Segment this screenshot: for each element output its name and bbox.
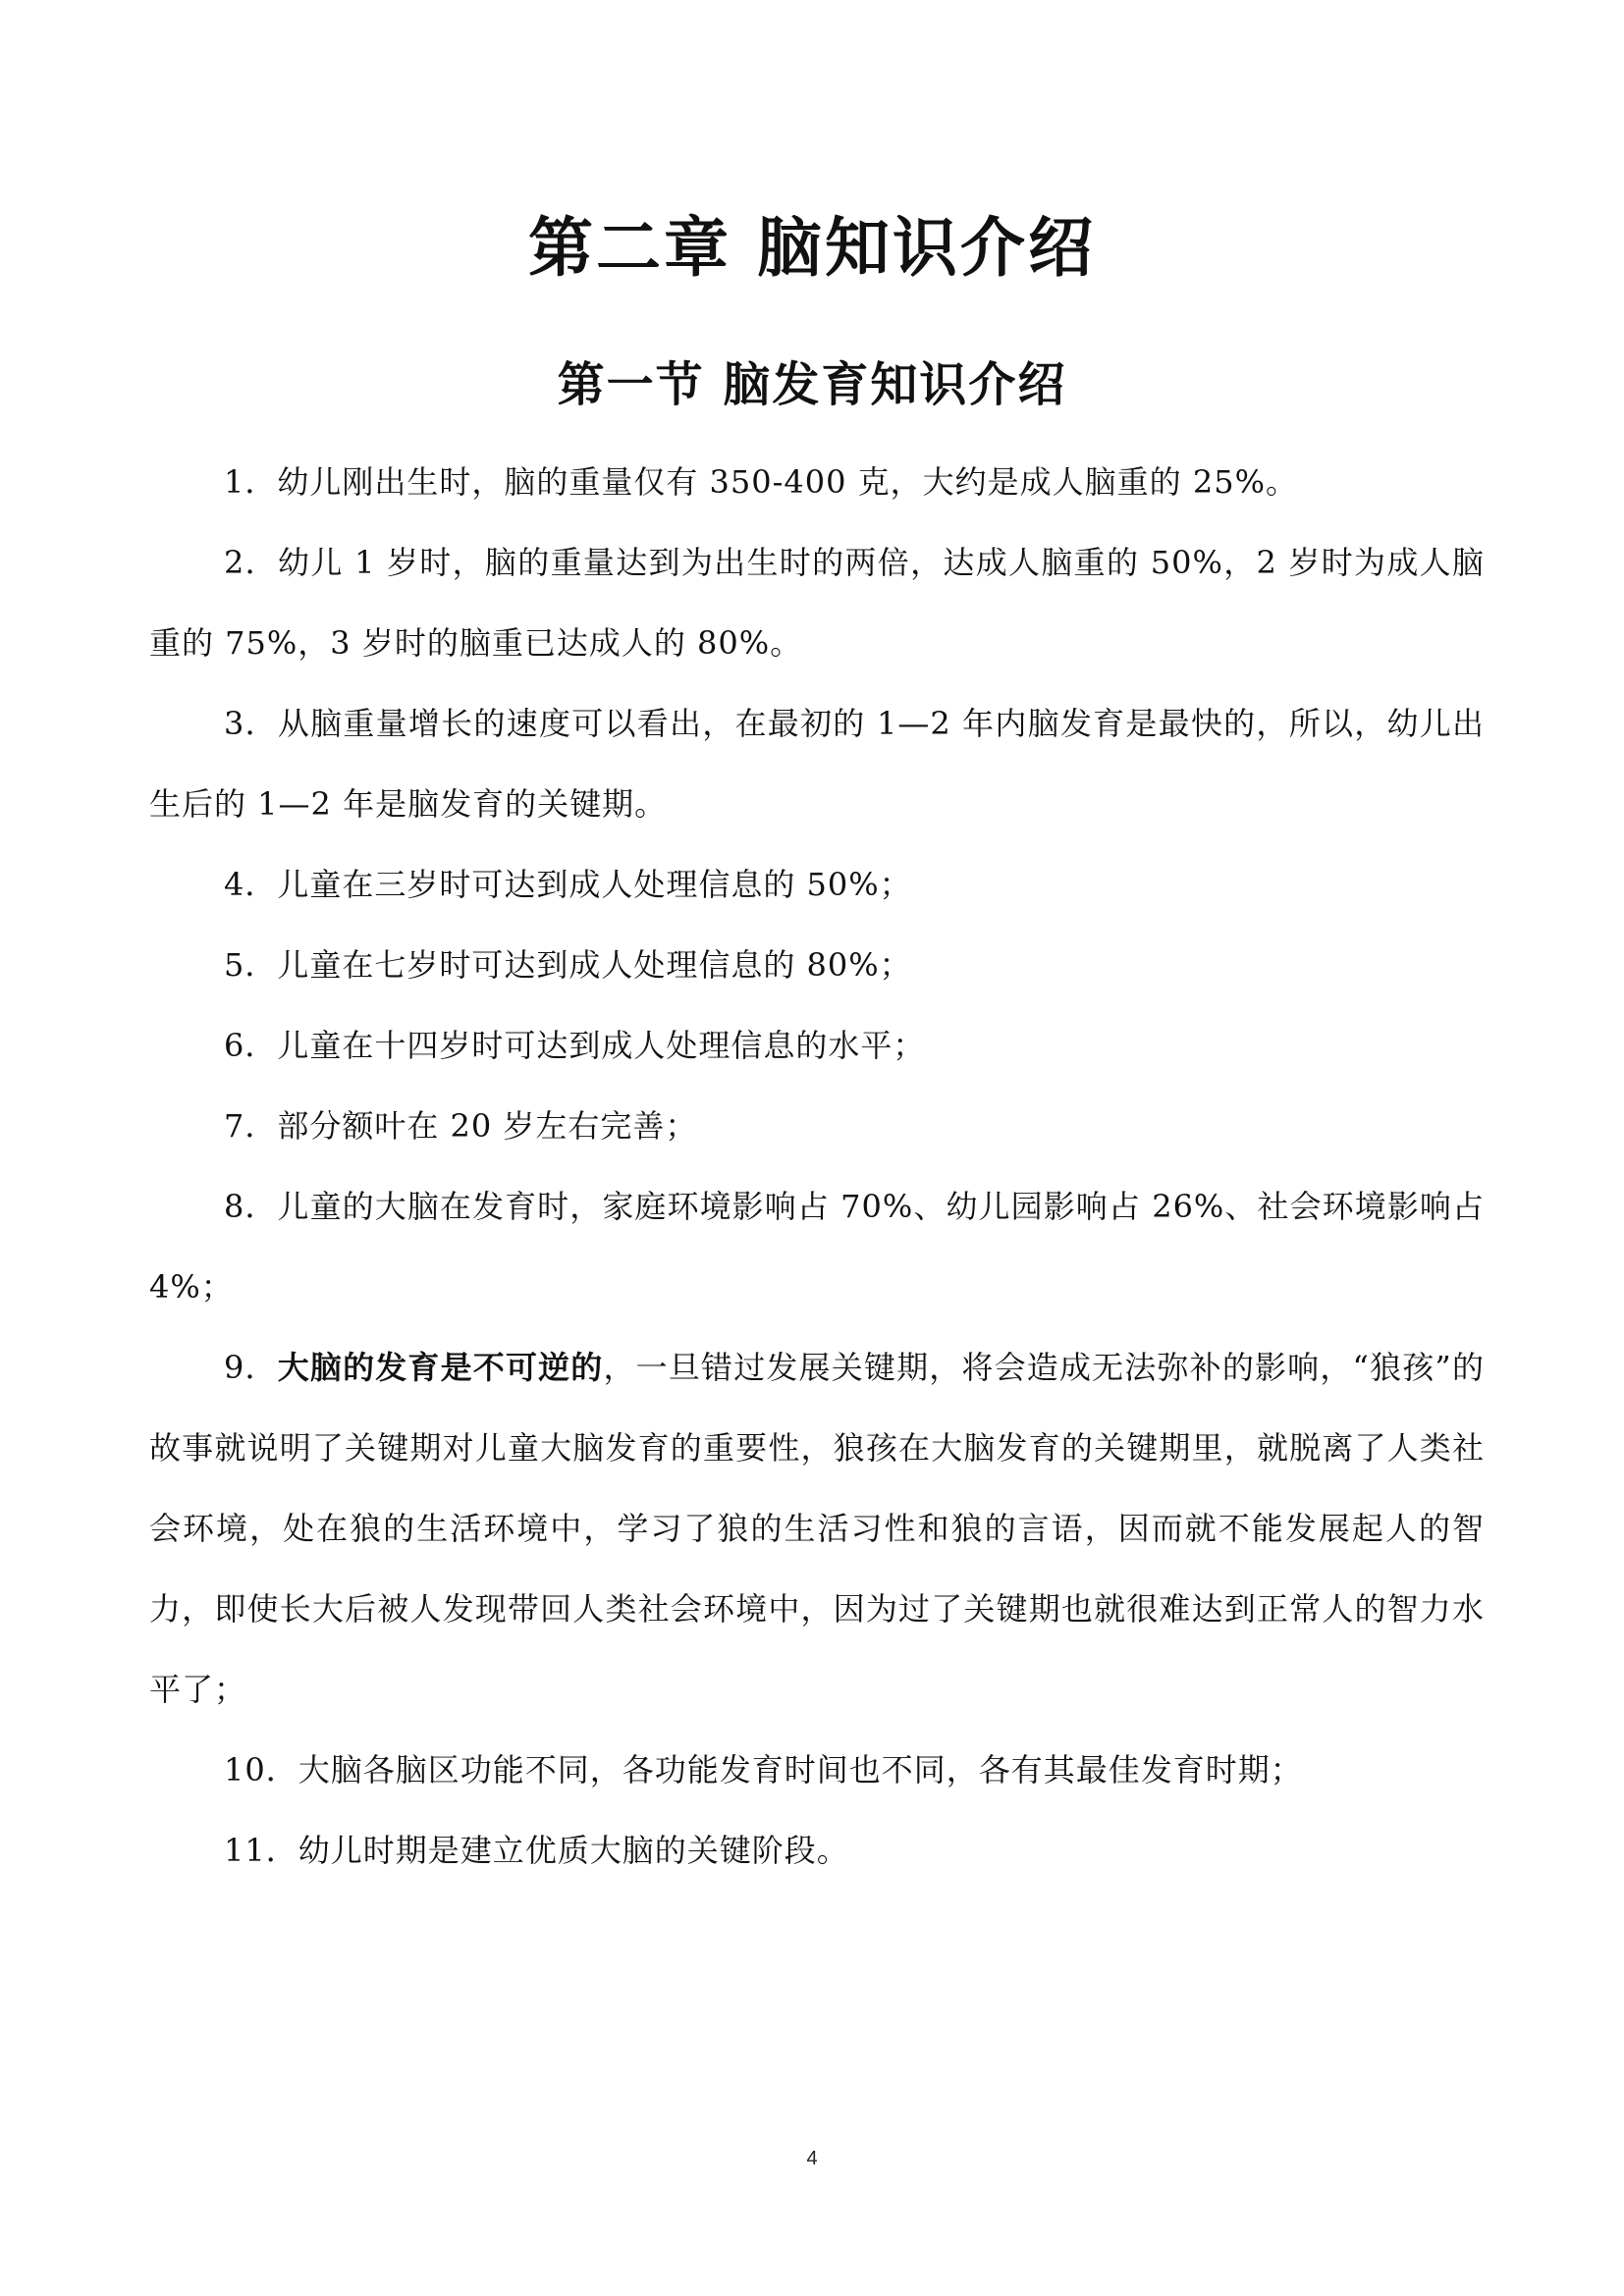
paragraph-6: 6．儿童在十四岁时可达到成人处理信息的水平； (224, 1027, 926, 1064)
paragraph-2: 2．幼儿 1 岁时，脑的重量达到为出生时的两倍，达成人脑重的 50%，2 岁时为成人脑重的 75%，3 岁时的脑重已达成人的 80%。 (149, 544, 1485, 662)
paragraph-1: 1．幼儿刚出生时，脑的重量仅有 350-400 克，大约是成人脑重的 25%。 (224, 463, 1298, 501)
page-number: 4 (806, 2148, 818, 2169)
paragraph-9-rest: ，一旦错过发展关键期，将会造成无法弥补的影响，“狼孩”的故事就说明了关键期对儿童大脑发育的重要性，狼孩在大脑发育的关键期里，就脱离了人类社会环境，处在狼的生活环境中，学习了狼的生活习性和狼的言语，因而就不能发展起人的智力，即使长大后被人发现带回人类社会环境中，因为过了关键期也就很难达到正常人的智力水平了； (149, 1349, 1485, 1708)
chapter-title: 第二章 脑知识介绍 (528, 210, 1096, 286)
body-text (149, 442, 1485, 1891)
section-title: 第一节 脑发育知识介绍 (557, 357, 1067, 412)
paragraph-9 (149, 1327, 1485, 1730)
paragraph-10: 10．大脑各脑区功能不同，各功能发育时间也不同，各有其最佳发育时期； (224, 1751, 1303, 1789)
paragraph-5: 5．儿童在七岁时可达到成人处理信息的 80%； (224, 946, 912, 984)
paragraph-4: 4．儿童在三岁时可达到成人处理信息的 50%； (224, 866, 912, 903)
paragraph-8: 8．儿童的大脑在发育时，家庭环境影响占 70%、幼儿园影响占 26%、社会环境影响占 4%； (149, 1188, 1485, 1306)
paragraph-3: 3．从脑重量增长的速度可以看出，在最初的 1—2 年内脑发育是最快的，所以，幼儿出生后的 1—2 年是脑发育的关键期。 (149, 705, 1485, 823)
paragraph-11: 11．幼儿时期是建立优质大脑的关键阶段。 (224, 1832, 849, 1869)
paragraph-9-prefix: 9． (224, 1349, 278, 1386)
paragraph-7: 7．部分额叶在 20 岁左右完善； (224, 1107, 698, 1145)
paragraph-9-emphasis: 大脑的发育是不可逆的 (277, 1349, 604, 1386)
